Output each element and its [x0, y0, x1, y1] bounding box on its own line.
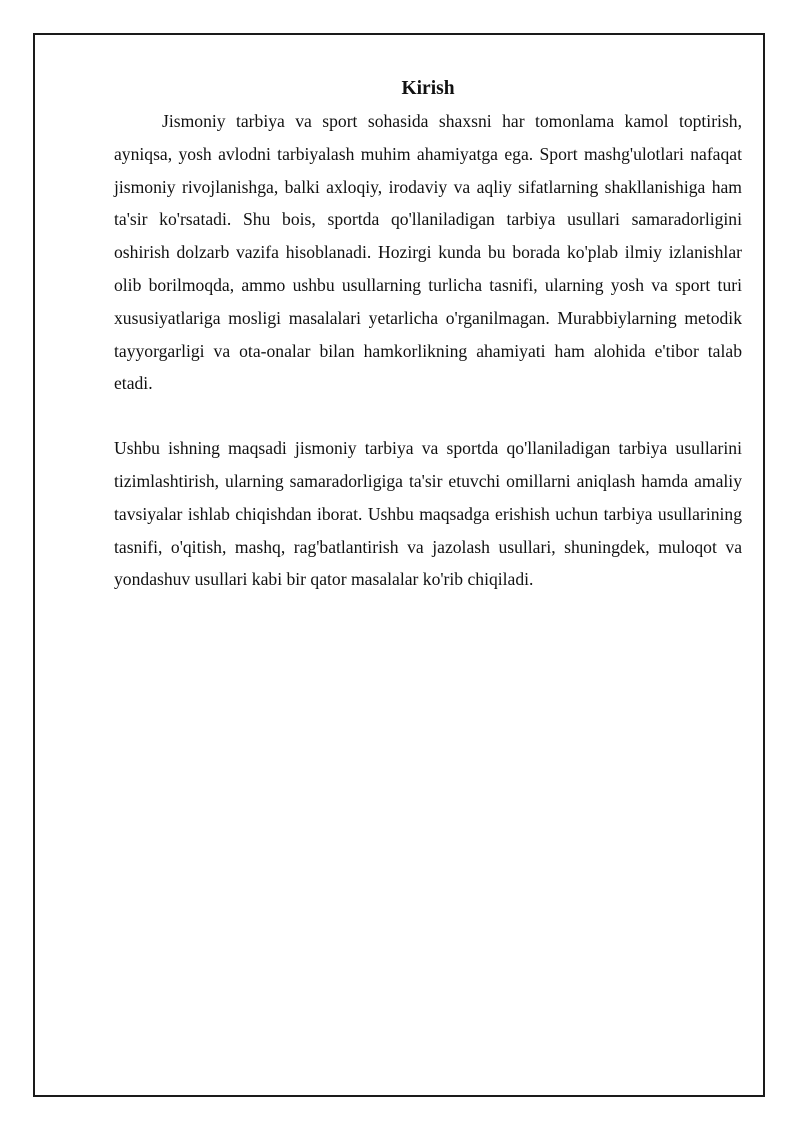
paragraph-introduction: Jismoniy tarbiya va sport sohasida shaxsni har tomonlama kamol toptirish, ayniqsa, yosh avlodni tarbiyalash muhim ahamiyatga ega. Sport mashg'ulotlari nafaqat jismoniy rivojlanishga, balki axloqiy, irodaviy va aqliy sifatlarning shakllanishiga ham ta'sir ko'rsatadi. Shu bois, sportda qo'llaniladigan tarbiya usullari samaradorligini oshirish dolzarb vazifa hisoblanadi. Hozirgi kunda bu borada ko'plab ilmiy izlanishlar olib borilmoqda, ammo ushbu usullarning turlicha tasnifi, ularning yosh va sport turi xususiyatlariga mosligi masalalari yetarlicha o'rganilmagan. Murabbiylarning metodik tayyorgarligi va ota-onalar bilan hamkorlikning ahamiyati ham alohida e'tibor talab etadi. [114, 111, 742, 394]
paragraph-purpose: Ushbu ishning maqsadi jismoniy tarbiya va sportda qo'llaniladigan tarbiya usullarini tizimlashtirish, ularning samaradorligiga ta'sir etuvchi omillarni aniqlash hamda amaliy tavsiyalar ishlab chiqishdan iborat. Ushbu maqsadga erishish uchun tarbiya usullarining tasnifi, o'qitish, mashq, rag'batlantirish va jazolash usullari, shuningdek, muloqot va yondashuv usullari kabi bir qator masalalar ko'rib chiqiladi. [114, 438, 742, 590]
document-body [114, 76, 742, 596]
section-heading: Kirish [401, 78, 455, 99]
